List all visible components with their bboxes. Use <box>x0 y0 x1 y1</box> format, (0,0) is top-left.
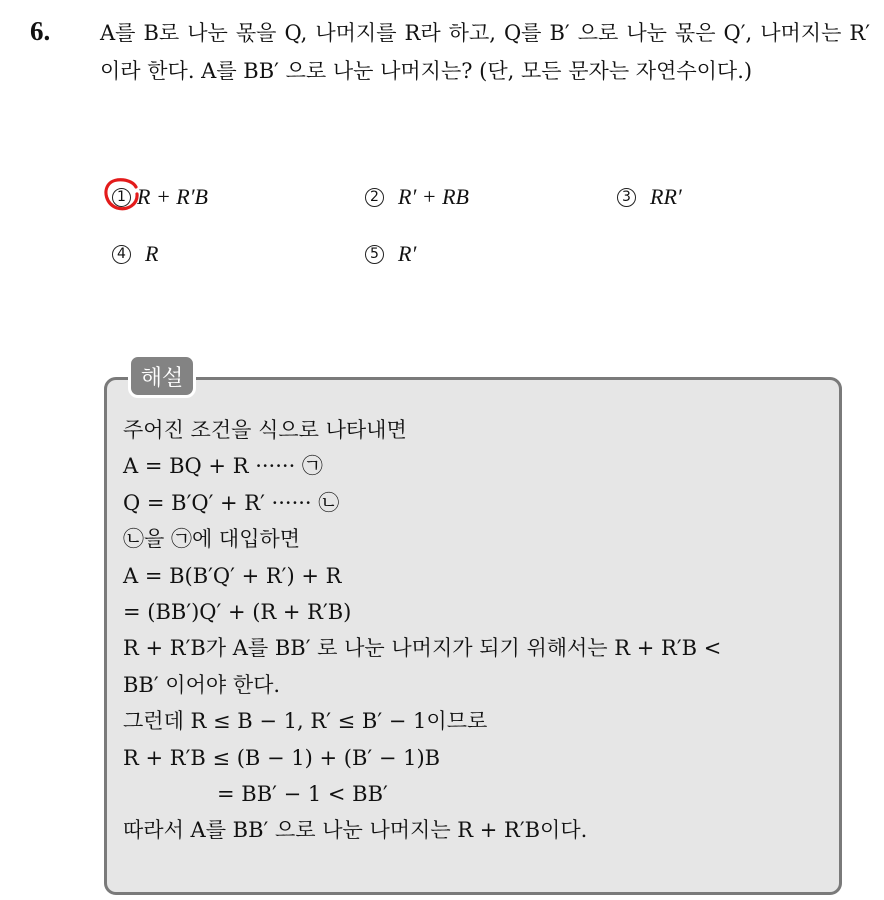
explanation-line: = BB′ − 1 < BB′ <box>217 781 388 806</box>
explanation-line: BB′ 이어야 한다. <box>123 672 281 697</box>
answer-circle-mark-icon <box>103 177 141 211</box>
choice-5-text: R′ <box>398 241 417 266</box>
choice-2-marker: 2 <box>365 188 384 207</box>
choice-4-marker: 4 <box>112 245 131 264</box>
explanation-line: R + R′B가 A를 BB′ 로 나눈 나머지가 되기 위해서는 R + R′B < <box>123 636 722 661</box>
choice-4[interactable] <box>112 241 158 267</box>
explanation-tag: 해설 <box>128 354 196 398</box>
question-number: 6. <box>30 16 51 46</box>
choice-1-text: R + R′B <box>137 184 208 209</box>
choice-2-text: R′ + RB <box>398 184 469 209</box>
choice-3-text: RR′ <box>650 184 682 209</box>
explanation-line: 그런데 R ≤ B − 1, R′ ≤ B′ − 1이므로 <box>123 709 488 734</box>
choice-4-text: R <box>145 241 159 266</box>
explanation-line: = (BB′)Q′ + (R + R′B) <box>123 599 352 624</box>
explanation-line: 따라서 A를 BB′ 으로 나눈 나머지는 R + R′B이다. <box>123 818 588 843</box>
explanation-line: A = B(B′Q′ + R′) + R <box>123 563 342 588</box>
choice-3[interactable] <box>617 184 682 210</box>
answer-choices <box>0 0 884 300</box>
explanation-line: 주어진 조건을 식으로 나타내면 <box>123 418 407 442</box>
choice-3-marker: 3 <box>617 188 636 207</box>
explanation-lines <box>123 412 828 849</box>
choice-1-marker: 1 <box>112 188 131 207</box>
choice-2[interactable] <box>365 184 469 210</box>
explanation-line: A = BQ + R ······ ㉠ <box>123 454 323 479</box>
choice-5[interactable] <box>365 241 416 267</box>
question-text: A를 B로 나눈 몫을 Q, 나머지를 R라 하고, Q를 B′ 으로 나눈 몫은 Q′, 나머지는 R′ 이라 한다. A를 BB′ 으로 나눈 나머지는? (단, 모든 문자는 자연수이다.) <box>100 21 870 83</box>
explanation-line: ㉡을 ㉠에 대입하면 <box>123 527 301 552</box>
explanation-line: R + R′B ≤ (B − 1) + (B′ − 1)B <box>123 745 441 770</box>
explanation-line: Q = B′Q′ + R′ ······ ㉡ <box>123 490 340 515</box>
choice-5-marker: 5 <box>365 245 384 264</box>
